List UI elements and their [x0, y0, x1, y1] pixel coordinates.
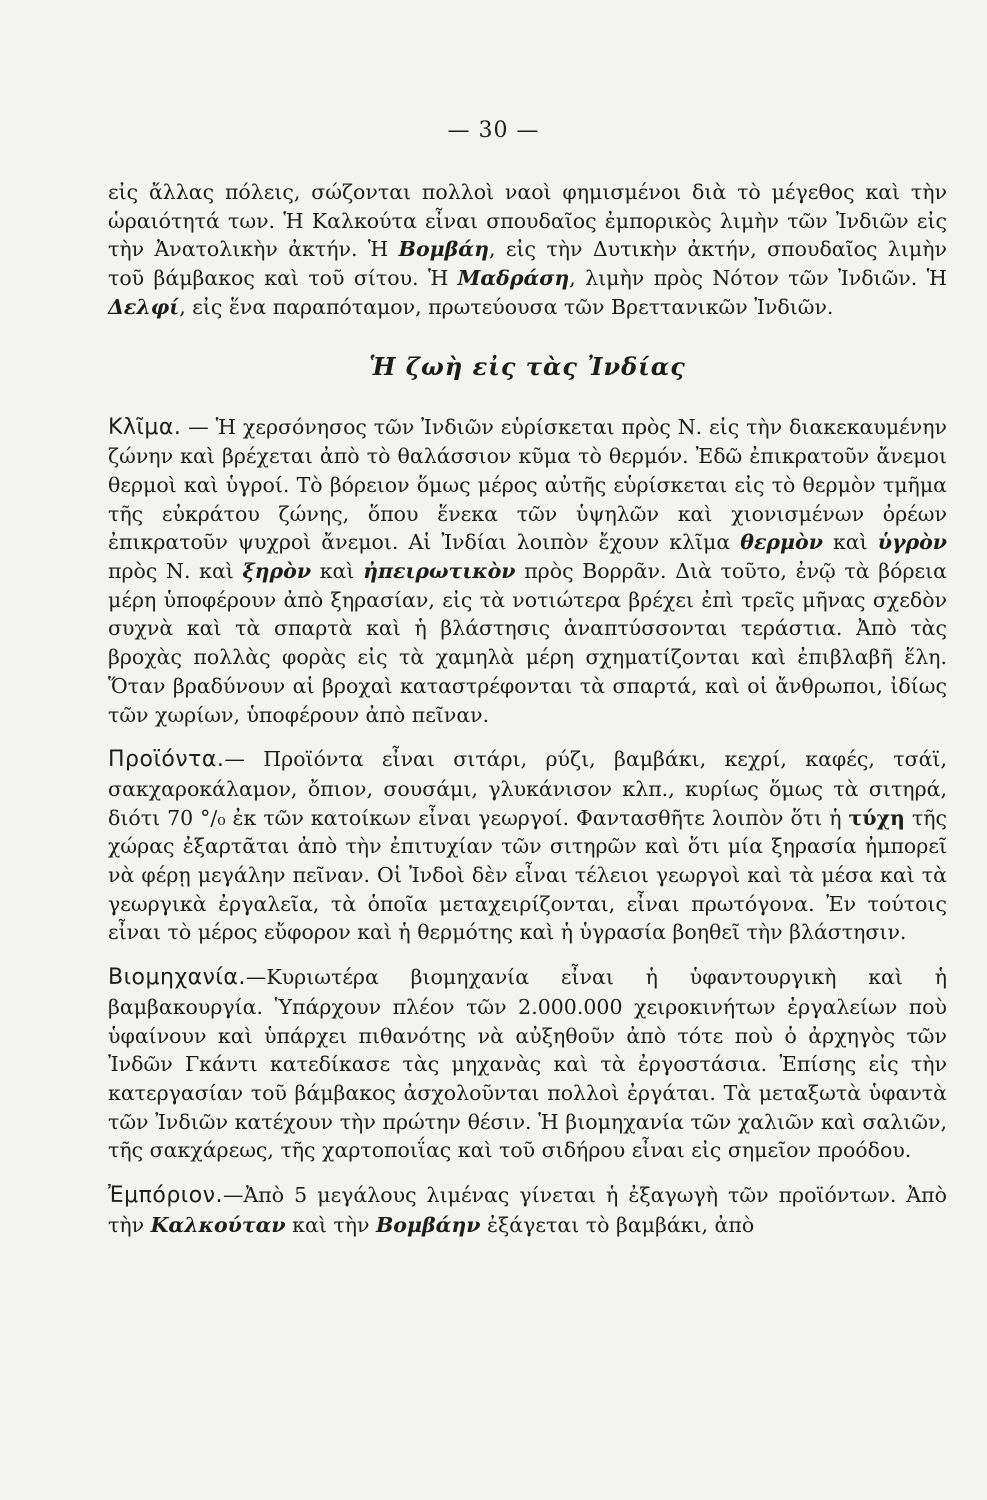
climate-text-2: καὶ: [822, 530, 878, 555]
climate-lead: Κλῖμα.: [108, 414, 182, 440]
products-lead: Προϊόντα.: [108, 747, 225, 773]
commerce-text-2: καὶ τὴν: [285, 1212, 376, 1237]
madras-term: Μαδράση: [457, 266, 570, 291]
climate-term-dry: ξηρὸν: [242, 559, 312, 584]
delhi-term: Δελφί: [108, 294, 180, 319]
commerce-text-1: —Ἀπὸ 5 μεγάλους λιμένας γίνεται ἡ ἐξαγωγὴ τῶν προϊόντων. Ἀπὸ τὴν: [108, 1183, 947, 1237]
intro-text-4: , εἰς ἕνα παραπόταμον, πρωτεύουσα τῶν Βρεττανικῶν Ἰνδιῶν.: [179, 294, 834, 319]
products-text-1: — Προϊόντα εἶναι σιτάρι, ρύζι, βαμβάκι, κεχρί, καφές, τσάϊ, σακχαροκάλαμον, ὄπιον, σουσάμι, γλυκάνισον κλπ., κυρίως ὅμως τὰ σιτηρά, διότι 70 °/₀ ἐκ τῶν κατοίκων εἶναι γεωργοί. Φαντασθῆτε λοιπὸν ὅτι ἡ: [108, 747, 947, 830]
climate-term-humid: ὑγρὸν: [877, 530, 948, 555]
intro-text-2: , εἰς τὴν Δυτικὴν ἀκτήν, σπουδαῖος λιμὴν τοῦ βάμβακος καὶ τοῦ σίτου. Ἡ: [108, 237, 947, 291]
climate-text-4: καὶ: [311, 559, 364, 584]
climate-text-5: πρὸς Βορρᾶν. Διὰ τοῦτο, ἐνῷ τὰ βόρεια μέρη ὑποφέρουν ἀπὸ ξηρασίαν, εἰς τὰ νοτιώτερα βρέχει ἐπὶ τρεῖς μῆνας σχεδὸν συχνὰ καὶ τὰ σπαρτὰ καὶ ἡ βλάστησις ἀναπτύσσονται τεράστια. Ἀπὸ τὰς βροχὰς πολλὰς φορὰς εἰς τὰ χαμηλὰ μέρη σχηματίζονται καὶ ἐπιβλαβῆ ἕλη. Ὅταν βραδύνουν αἱ βροχαὶ καταστρέφονται τὰ σπαρτά, καὶ οἱ ἄνθρωποι, ἰδίως τῶν χωρίων, ὑποφέρουν ἀπὸ πεῖναν.: [108, 559, 948, 727]
intro-paragraph: [108, 178, 947, 322]
bombay-term-2: Βομβάην: [375, 1212, 481, 1237]
industry-text-1: —Κυριωτέρα βιομηχανία εἶναι ἡ ὑφαντουργικὴ καὶ ἡ βαμβακουργία. Ὑπάρχουν πλέον τῶν 2.000.000 χειροκινήτων ἐργαλείων ποὺ ὑφαίνουν καὶ ὑπάρχει πιθανότης νὰ αὐξηθοῦν ἀπὸ τότε ποὺ ὁ ἀρχηγὸς τῶν Ἰνδῶν Γκάντι κατεδίκασε τὰς μηχανὰς καὶ τὰ ἐργοστάσια. Ἐπίσης εἰς τὴν κατεργασίαν τοῦ βάμβακος ἀσχολοῦνται πολλοὶ ἐργάται. Τὰ μεταξωτὰ ὑφαντὰ τῶν Ἰνδιῶν κατέχουν τὴν πρώτην θέσιν. Ἡ βιομηχανία τῶν χαλιῶν καὶ σαλιῶν, τῆς σακχάρεως, τῆς χαρτοποιΐας καὶ τοῦ σιδήρου εἶναι εἰς σημεῖον προόδου.: [108, 965, 947, 1163]
commerce-lead: Ἐμπόριον.: [108, 1183, 223, 1209]
products-term-fate: τύχη: [848, 805, 905, 830]
climate-term-hot: θερμὸν: [740, 530, 823, 555]
industry-paragraph: [108, 963, 947, 1165]
intro-text-3: , λιμὴν πρὸς Νότον τῶν Ἰνδιῶν. Ἡ: [569, 266, 948, 291]
page-body: [108, 178, 947, 1240]
commerce-text-3: ἐξάγεται τὸ βαμβάκι, ἀπὸ: [480, 1212, 755, 1237]
commerce-paragraph: [108, 1181, 947, 1239]
products-text-2: τῆς χώρας ἐξαρτᾶται ἀπὸ τὴν ἐπιτυχίαν τῶν σιτηρῶν καὶ ὅτι μία ξηρασία ἠμπορεῖ νὰ φέρῃ μεγάλην πεῖναν. Οἱ Ἰνδοὶ δὲν εἶναι τέλειοι γεωργοὶ καὶ τὰ μέσα καὶ τὰ γεωργικὰ ἐργαλεῖα, τὰ ὁποῖα μεταχειρίζονται, εἶναι πρωτόγονα. Ἐν τούτοις εἶναι τὸ μέρος εὔφορον καὶ ἡ θερμότης καὶ ἡ ὑγρασία βοηθεῖ τὴν βλάστησιν.: [108, 805, 948, 945]
industry-lead: Βιομηχανία.: [108, 965, 246, 991]
intro-text-1: εἰς ἄλλας πόλεις, σώζονται πολλοὶ ναοὶ φημισμένοι διὰ τὸ μέγεθος καὶ τὴν ὡραιότητά των. Ἡ Καλκούτα εἶναι σπουδαῖος ἐμπορικὸς λιμὴν τῶν Ἰνδιῶν εἰς τὴν Ἀνατολικὴν ἀκτήν. Ἡ: [108, 180, 947, 262]
calcutta-term: Καλκούταν: [150, 1212, 286, 1237]
products-paragraph: [108, 745, 947, 947]
climate-text-3: πρὸς Ν. καὶ: [108, 559, 243, 584]
page-number: — 30 —: [447, 118, 540, 143]
climate-paragraph: [108, 413, 947, 730]
climate-text-1: — Ἡ χερσόνησος τῶν Ἰνδιῶν εὑρίσκεται πρὸς Ν. εἰς τὴν διακεκαυμένην ζώνην καὶ βρέχεται ἀπὸ τὸ θαλάσσιον κῦμα τὸ θερμόν. Ἐδῶ ἐπικρατοῦν ἄνεμοι θερμοὶ καὶ ὑγροί. Τὸ βόρειον ὅμως μέρος αὐτῆς εὑρίσκεται εἰς τὸ θερμὸν τμῆμα τῆς εὐκράτου ζώνης, ὅπου ἕνεκα τῶν ὑψηλῶν καὶ χιονισμένων ὀρέων ἐπικρατοῦν ψυχροὶ ἄνεμοι. Αἱ Ἰνδίαι λοιπὸν ἔχουν κλῖμα: [108, 414, 947, 555]
climate-term-continental: ἠπειρωτικὸν: [363, 559, 516, 584]
bombay-term: Βομβάη: [398, 237, 489, 262]
section-heading: Ἡ ζωὴ εἰς τὰς Ἰνδίας: [369, 351, 686, 381]
